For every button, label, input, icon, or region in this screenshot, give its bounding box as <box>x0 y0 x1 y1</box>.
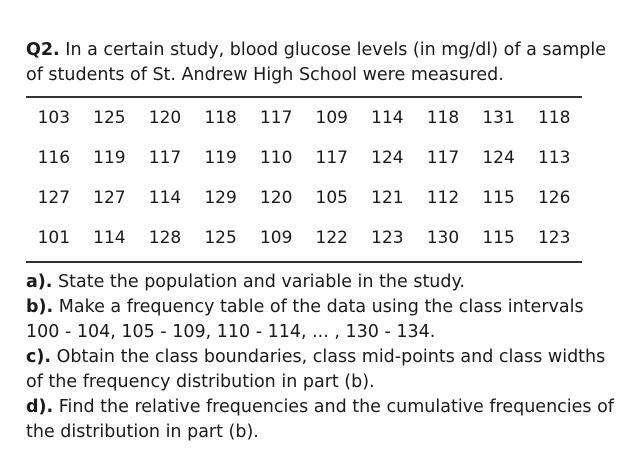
table-cell: 116 <box>37 148 71 168</box>
table-cell: 123 <box>537 228 571 248</box>
table-row <box>26 98 582 138</box>
part-d-text: Find the relative frequencies and the cumulative frequencies of <box>53 397 614 417</box>
part-d-continuation: the distribution in part (b). <box>26 422 259 442</box>
table-cell: 128 <box>148 228 182 248</box>
part-c-label: c). <box>26 347 52 367</box>
table-cell: 129 <box>204 188 237 208</box>
table-cell: 124 <box>482 148 515 168</box>
part-d <box>26 395 614 420</box>
table-cell: 121 <box>371 188 404 208</box>
table-cell: 114 <box>371 108 404 128</box>
table-cell: 131 <box>482 108 515 128</box>
table-cell: 127 <box>93 188 126 208</box>
table-cell: 112 <box>426 188 460 208</box>
part-d-label: d). <box>26 397 54 417</box>
table-cell: 117 <box>426 148 460 168</box>
table-cell: 119 <box>204 148 237 168</box>
table-cell: 127 <box>37 188 71 208</box>
part-c-continuation: of the frequency distribution in part (b). <box>26 372 375 392</box>
table-cell: 118 <box>537 108 571 128</box>
question-line-2: of students of St. Andrew High School were measured. <box>26 65 504 85</box>
table-cell: 101 <box>37 228 71 248</box>
part-a-text: State the population and variable in the study. <box>52 272 465 292</box>
table-cell: 120 <box>148 108 182 128</box>
table-cell: 124 <box>371 148 404 168</box>
part-a-label: a). <box>26 272 53 292</box>
table-cell: 125 <box>93 108 126 128</box>
question-number: Q2. <box>26 40 60 60</box>
table-row <box>26 178 582 218</box>
data-table <box>26 98 582 258</box>
table-cell: 115 <box>482 228 515 248</box>
part-c-text: Obtain the class boundaries, class mid-points and class widths <box>51 347 606 367</box>
table-cell: 110 <box>259 148 293 168</box>
table-cell: 117 <box>148 148 182 168</box>
table-cell: 114 <box>93 228 126 248</box>
part-c <box>26 345 606 370</box>
table-cell: 120 <box>259 188 293 208</box>
table-cell: 130 <box>426 228 460 248</box>
table-cell: 118 <box>204 108 237 128</box>
table-cell: 117 <box>259 108 293 128</box>
table-cell: 123 <box>371 228 404 248</box>
table-cell: 105 <box>315 188 348 208</box>
part-b-continuation: 100 - 104, 105 - 109, 110 - 114, ... , 130 - 134. <box>26 322 436 342</box>
table-cell: 117 <box>315 148 348 168</box>
table-cell: 122 <box>315 228 348 248</box>
table-bottom-rule <box>26 261 582 263</box>
table-cell: 115 <box>482 188 515 208</box>
table-cell: 118 <box>426 108 460 128</box>
question-parts <box>26 270 614 445</box>
table-cell: 125 <box>204 228 237 248</box>
table-row <box>26 138 582 178</box>
table-cell: 126 <box>537 188 571 208</box>
table-cell: 109 <box>315 108 348 128</box>
table-cell: 109 <box>259 228 293 248</box>
part-a <box>26 270 601 295</box>
part-b <box>26 295 601 320</box>
table-row <box>26 218 582 258</box>
table-cell: 113 <box>537 148 571 168</box>
question-text <box>26 38 607 88</box>
table-cell: 119 <box>93 148 126 168</box>
part-b-text: Make a frequency table of the data using the class intervals <box>53 297 584 317</box>
part-b-label: b). <box>26 297 54 317</box>
question-line-1: In a certain study, blood glucose levels (in mg/dl) of a sample <box>65 40 607 60</box>
table-cell: 114 <box>148 188 182 208</box>
table-cell: 103 <box>37 108 71 128</box>
